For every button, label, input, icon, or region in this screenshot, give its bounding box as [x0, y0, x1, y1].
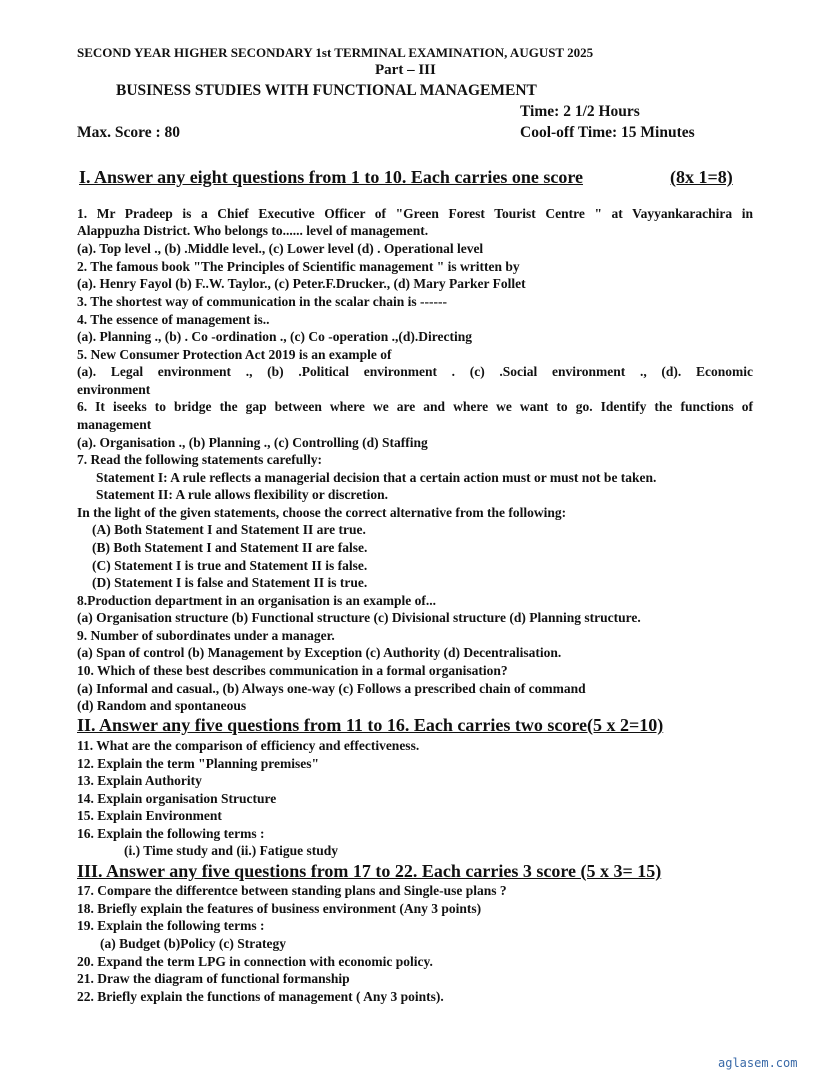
q9-line1: 9. Number of subordinates under a manager.	[77, 628, 335, 643]
part-label: Part – III	[375, 62, 436, 78]
q3-line1: 3. The shortest way of communication in the scalar chain is ------	[77, 294, 447, 309]
section-3-heading: III. Answer any five questions from 17 to 22. Each carries 3 score (5 x 3= 15)	[77, 861, 662, 881]
q19-sub: (a) Budget (b)Policy (c) Strategy	[100, 936, 286, 951]
q22: 22. Briefly explain the functions of management ( Any 3 points).	[77, 989, 444, 1004]
q7-statement-2: Statement II: A rule allows flexibility or discretion.	[96, 487, 388, 502]
q1-line1: 1. Mr Pradeep is a Chief Executive Officer of "Green Forest Tourist Centre " at Vayyankarachira in	[77, 206, 753, 221]
q4-options: (a). Planning ., (b) . Co -ordination ., (c) Co -operation .,(d).Directing	[77, 329, 472, 344]
q20: 20. Expand the term LPG in connection with economic policy.	[77, 954, 433, 969]
q6-line2: management	[77, 417, 152, 432]
q16-sub: (i.) Time study and (ii.) Fatigue study	[124, 843, 339, 858]
q7-line1: 7. Read the following statements carefully:	[77, 452, 322, 467]
q14: 14. Explain organisation Structure	[77, 791, 277, 806]
cool-off-time: Cool-off Time: 15 Minutes	[520, 124, 695, 141]
q11: 11. What are the comparison of efficiency and effectiveness.	[77, 738, 420, 753]
watermark-link[interactable]: aglasem.com	[718, 1056, 798, 1070]
q8-options: (a) Organisation structure (b) Functional structure (c) Divisional structure (d) Planning structure.	[77, 610, 641, 625]
q16: 16. Explain the following terms :	[77, 826, 265, 841]
q2-options: (a). Henry Fayol (b) F..W. Taylor., (c) Peter.F.Drucker., (d) Mary Parker Follet	[77, 276, 526, 291]
section-2-heading: II. Answer any five questions from 11 to 16. Each carries two score(5 x 2=10)	[77, 715, 664, 735]
section-1-heading: I. Answer any eight questions from 1 to 10. Each carries one score	[79, 167, 583, 187]
q10-options1: (a) Informal and casual., (b) Always one-way (c) Follows a prescribed chain of command	[77, 681, 586, 696]
q19: 19. Explain the following terms :	[77, 918, 265, 933]
q9-options: (a) Span of control (b) Management by Exception (c) Authority (d) Decentralisation.	[77, 645, 562, 660]
q13: 13. Explain Authority	[77, 773, 202, 788]
q6-options: (a). Organisation ., (b) Planning ., (c) Controlling (d) Staffing	[77, 435, 428, 450]
q17: 17. Compare the differentce between standing plans and Single-use plans ?	[77, 883, 507, 898]
q7-option-c: (C) Statement I is true and Statement II is false.	[92, 558, 368, 573]
q4-line1: 4. The essence of management is..	[77, 312, 270, 327]
q7-option-b: (B) Both Statement I and Statement II are false.	[92, 540, 368, 555]
q6-line1: 6. It iseeks to bridge the gap between where we are and where we want to go. Identify the functions of	[77, 399, 753, 414]
q21: 21. Draw the diagram of functional formanship	[77, 971, 350, 986]
q2-line1: 2. The famous book "The Principles of Scientific management " is written by	[77, 259, 520, 274]
q8-line1: 8.Production department in an organisation is an example of...	[77, 593, 437, 608]
q12: 12. Explain the term "Planning premises"	[77, 756, 319, 771]
q1-line2: Alappuzha District. Who belongs to...... level of management.	[77, 223, 429, 238]
q5-options2: environment	[77, 382, 151, 397]
q1-options: (a). Top level ., (b) .Middle level., (c) Lower level (d) . Operational level	[77, 241, 484, 256]
max-score: Max. Score : 80	[77, 124, 181, 141]
q15: 15. Explain Environment	[77, 808, 222, 823]
q7-option-a: (A) Both Statement I and Statement II are true.	[92, 522, 366, 537]
q5-line1: 5. New Consumer Protection Act 2019 is an example of	[77, 347, 392, 362]
q10-options2: (d) Random and spontaneous	[77, 698, 247, 713]
q10-line1: 10. Which of these best describes communication in a formal organisation?	[77, 663, 508, 678]
section-1-marks: (8x 1=8)	[670, 167, 733, 187]
q5-options1: (a). Legal environment ., (b) .Political environment . (c) .Social environment ., (d). Economic	[77, 364, 753, 379]
subject-title: BUSINESS STUDIES WITH FUNCTIONAL MANAGEMENT	[116, 82, 537, 99]
exam-title: SECOND YEAR HIGHER SECONDARY 1st TERMINAL EXAMINATION, AUGUST 2025	[77, 45, 594, 60]
q7-statement-1: Statement I: A rule reflects a managerial decision that a certain action must or must not be taken.	[96, 470, 657, 485]
q7-option-d: (D) Statement I is false and Statement II is true.	[92, 575, 368, 590]
q7-instruction: In the light of the given statements, choose the correct alternative from the following:	[77, 505, 567, 520]
exam-time: Time: 2 1/2 Hours	[520, 103, 640, 120]
q18: 18. Briefly explain the features of business environment (Any 3 points)	[77, 901, 482, 916]
